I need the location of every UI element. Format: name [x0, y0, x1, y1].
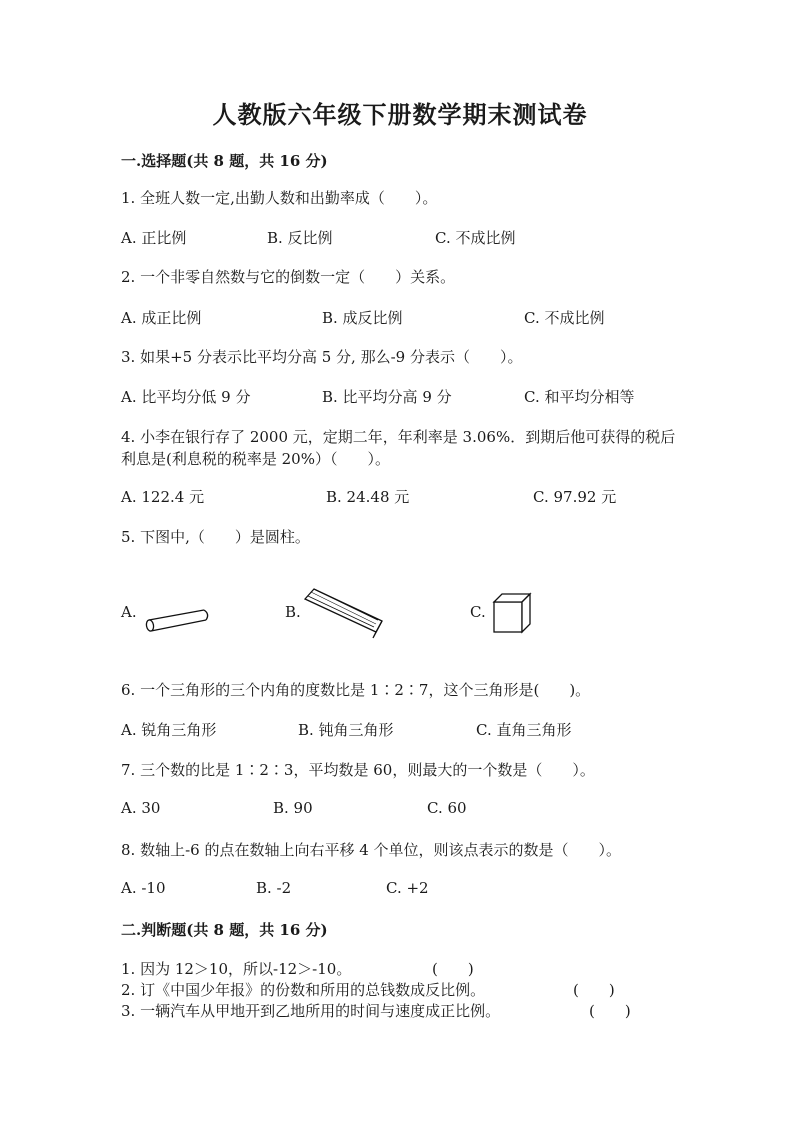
question-8-option-b: B. -2: [256, 879, 292, 897]
question-1-option-c: C. 不成比例: [435, 229, 516, 247]
question-3-option-c: C. 和平均分相等: [524, 388, 635, 406]
question-8: 8. 数轴上-6 的点在数轴上向右平移 4 个单位，则该点表示的数是（ ）。: [121, 841, 622, 859]
question-4-option-a: A. 122.4 元: [121, 488, 205, 506]
judge-item-2: 2. 订《中国少年报》的份数和所用的总钱数成反比例。: [121, 981, 486, 999]
question-6: 6. 一个三角形的三个内角的度数比是 1∶2∶7，这个三角形是( )。: [121, 681, 591, 699]
question-2: 2. 一个非零自然数与它的倒数一定（ ）关系。: [121, 268, 456, 286]
question-6-option-a: A. 锐角三角形: [121, 721, 217, 739]
question-1: 1. 全班人数一定,出勤人数和出勤率成（ ）。: [121, 189, 438, 207]
question-2-option-a: A. 成正比例: [121, 309, 202, 327]
question-7-option-a: A. 30: [121, 799, 161, 817]
question-4-option-c: C. 97.92 元: [533, 488, 617, 506]
question-5-option-b: B.: [285, 603, 301, 621]
question-3-option-b: B. 比平均分高 9 分: [322, 388, 452, 406]
judge-item-2-answer: ( ): [573, 981, 615, 999]
question-6-option-b: B. 钝角三角形: [298, 721, 394, 739]
section-heading-choice: 一.选择题(共 8 题，共 16 分): [121, 152, 328, 170]
question-4: 4. 小李在银行存了 2000 元，定期二年，年利率是 3.06%．到期后他可获得的税后利息是(利息税的税率是 20%）（ ）。: [121, 428, 676, 468]
page-title: 人教版六年级下册数学期末测试卷: [212, 100, 588, 129]
question-1-option-a: A. 正比例: [121, 229, 187, 247]
question-2-option-c: C. 不成比例: [524, 309, 605, 327]
question-1-option-b: B. 反比例: [267, 229, 333, 247]
judge-item-1-answer: ( ): [432, 960, 474, 978]
question-7-option-b: B. 90: [273, 799, 313, 817]
judge-item-1: 1. 因为 12＞10，所以-12＞-10。: [121, 960, 352, 978]
question-2-option-b: B. 成反比例: [322, 309, 403, 327]
question-3-option-a: A. 比平均分低 9 分: [121, 388, 251, 406]
prism-figure: [300, 584, 385, 639]
question-8-option-a: A. -10: [121, 879, 166, 897]
cylinder-figure: [142, 606, 212, 636]
question-7-option-c: C. 60: [427, 799, 467, 817]
judge-item-3: 3. 一辆汽车从甲地开到乙地所用的时间与速度成正比例。: [121, 1002, 501, 1020]
question-7: 7. 三个数的比是 1∶2∶3，平均数是 60，则最大的一个数是（ ）。: [121, 761, 595, 779]
question-8-option-c: C. +2: [386, 879, 429, 897]
section-heading-judge: 二.判断题(共 8 题，共 16 分): [121, 921, 328, 939]
question-3: 3. 如果+5 分表示比平均分高 5 分, 那么-9 分表示（ ）。: [121, 348, 523, 366]
cube-figure: [492, 592, 534, 634]
judge-item-3-answer: ( ): [589, 1002, 631, 1020]
question-6-option-c: C. 直角三角形: [476, 721, 572, 739]
question-4-option-b: B. 24.48 元: [326, 488, 410, 506]
question-5-option-c: C.: [470, 603, 486, 621]
question-5-option-a: A.: [121, 603, 137, 621]
question-5: 5. 下图中,（ ）是圆柱。: [121, 528, 310, 546]
